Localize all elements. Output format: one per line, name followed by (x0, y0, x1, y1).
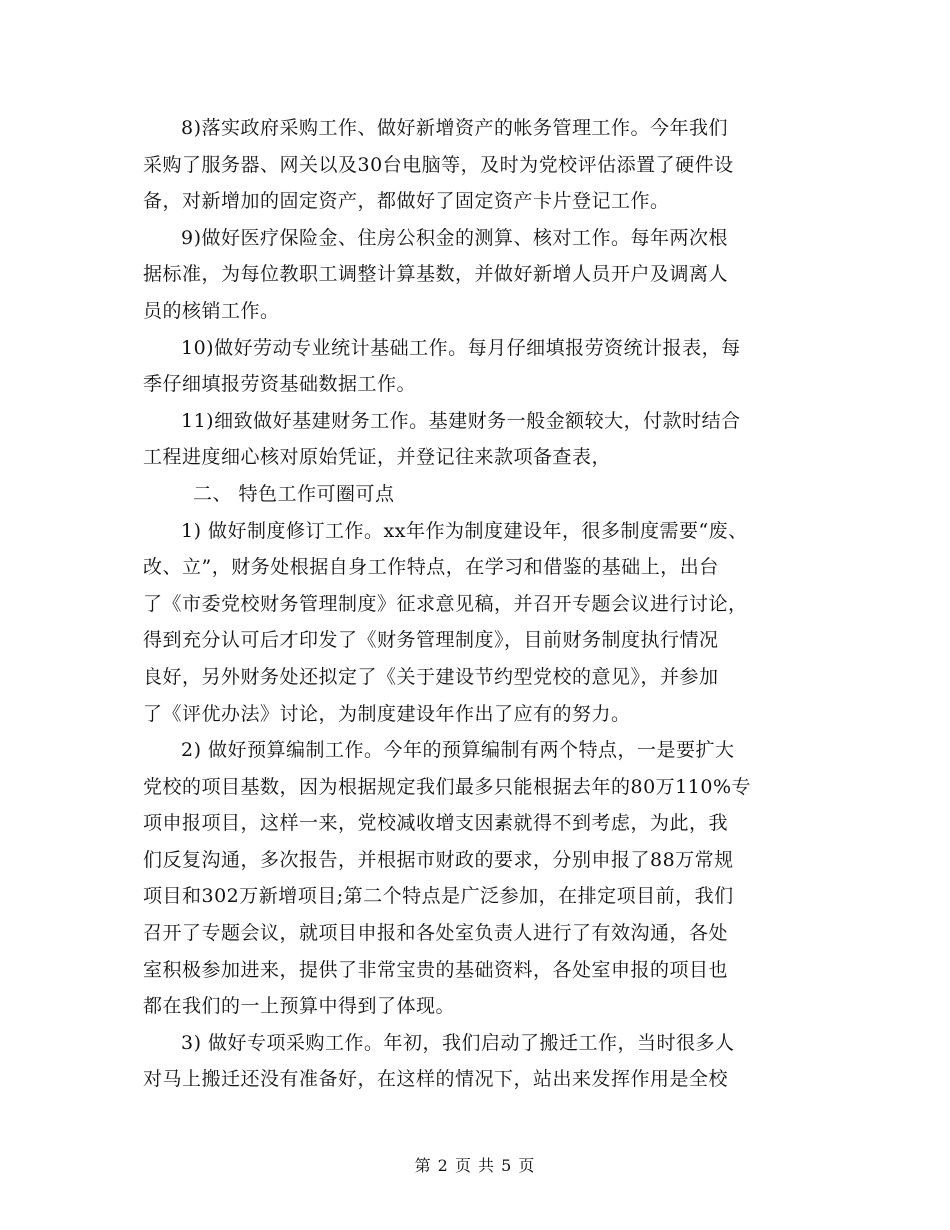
text-line: 项申报项目，这样一来，党校减收增支因素就得不到考虑，为此，我 (143, 812, 729, 835)
text-line: 得到充分认可后才印发了《财务管理制度》，目前财务制度执行情况 (143, 629, 719, 652)
text-line: 据标准，为每位教职工调整计算基数，并做好新增人员开户及调离人 (143, 263, 729, 286)
text-line: 良好，另外财务处还拟定了《关于建设节约型党校的意见》，并参加 (143, 665, 719, 688)
text-line: 党校的项目基数，因为根据规定我们最多只能根据去年的80万110%专 (143, 775, 751, 798)
text-line: 们反复沟通，多次报告，并根据市财政的要求，分别申报了88万常规 (143, 848, 734, 871)
text-line: 备，对新增加的固定资产，都做好了固定资产卡片登记工作。 (143, 190, 670, 213)
document-body (143, 110, 823, 1098)
text-line: 8)落实政府采购工作、做好新增资产的帐务管理工作。今年我们 (181, 117, 729, 139)
text-line: 2) 做好预算编制工作。今年的预算编制有两个特点，一是要扩大 (181, 739, 735, 762)
text-line: 召开了专题会议，就项目申报和各处室负责人进行了有效沟通，各处 (143, 922, 729, 945)
text-line: 都在我们的一上预算中得到了体现。 (143, 995, 456, 1018)
text-line: 改、立”，财务处根据自身工作特点，在学习和借鉴的基础上，出台 (143, 556, 719, 579)
section-heading: 二、 特色工作可圈可点 (193, 482, 395, 505)
text-line: 9)做好医疗保险金、住房公积金的测算、核对工作。每年两次根 (181, 226, 729, 249)
text-line: 1) 做好制度修订工作。xx年作为制度建设年，很多制度需要“废、 (181, 519, 748, 542)
page-footer: 第 2 页 共 5 页 (414, 1156, 536, 1175)
text-line: 采购了服务器、网关以及30台电脑等，及时为党校评估添置了硬件设 (143, 153, 734, 176)
text-line: 对马上搬迁还没有准备好，在这样的情况下，站出来发挥作用是全校 (143, 1068, 729, 1091)
text-line: 季仔细填报劳资基础数据工作。 (143, 373, 417, 396)
text-line: 11)细致做好基建财务工作。基建财务一般金额较大，付款时结合 (181, 409, 741, 432)
text-line: 室积极参加进来，提供了非常宝贵的基础资料，各处室申报的项目也 (143, 958, 729, 981)
text-line: 10)做好劳动专业统计基础工作。每月仔细填报劳资统计报表，每 (181, 336, 741, 359)
text-line: 项目和302万新增项目;第二个特点是广泛参加，在排定项目前，我们 (143, 885, 734, 908)
text-line: 了《市委党校财务管理制度》征求意见稿，并召开专题会议进行讨论， (143, 592, 748, 615)
text-line: 了《评优办法》讨论，为制度建设年作出了应有的努力。 (143, 702, 631, 725)
text-line: 员的核销工作。 (143, 299, 280, 322)
text-line: 3) 做好专项采购工作。年初，我们启动了搬迁工作，当时很多人 (181, 1031, 735, 1054)
text-line: 工程进度细心核对原始凭证，并登记往来款项备查表， (143, 446, 612, 469)
